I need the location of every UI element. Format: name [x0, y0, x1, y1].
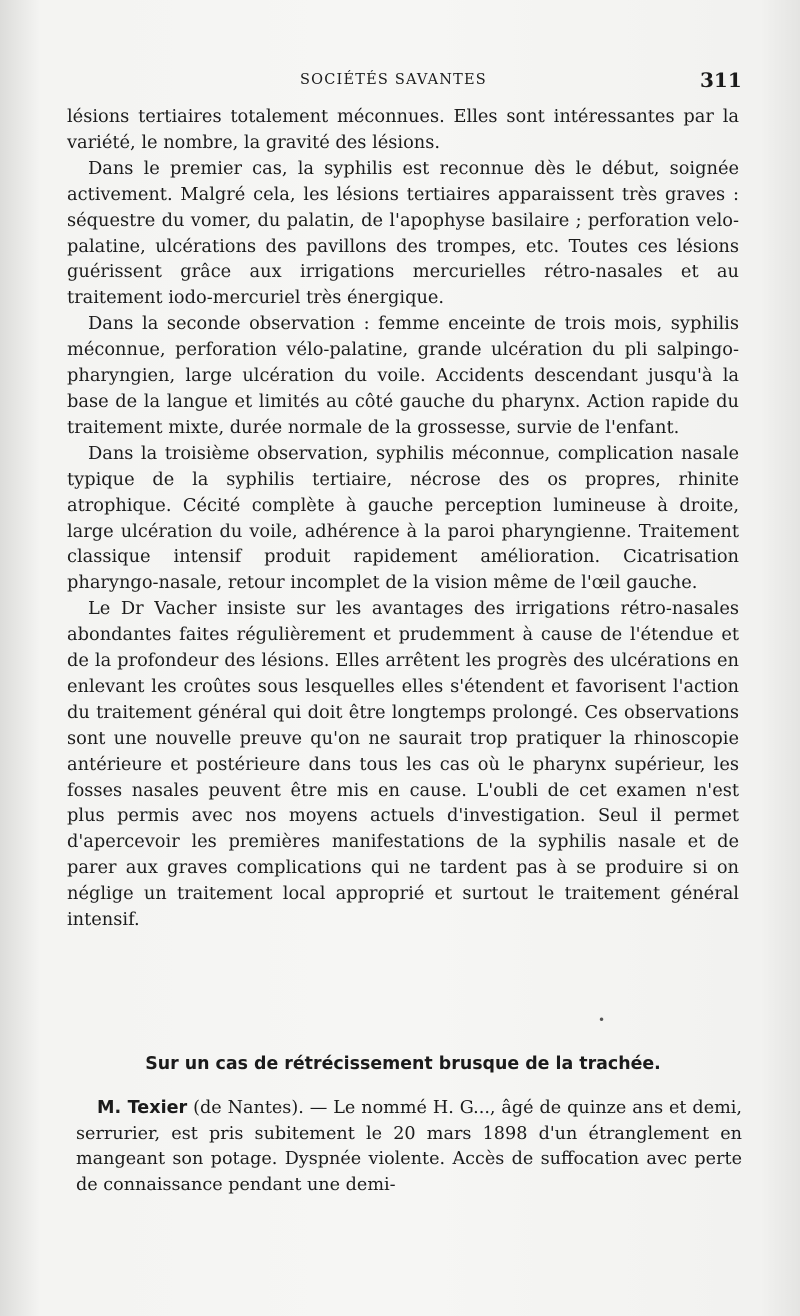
- article-text: — Le nommé H. G..., âgé de quinze ans et demi, serrurier, est pris subitement le 20 mars 1898 d'un étranglement en mangeant son potage. Dyspnée violente. Accès de suffocation avec perte de connaissance pendant une demi-: [76, 1098, 743, 1195]
- paragraph: Dans la seconde observation : femme enceinte de trois mois, syphilis méconnue, perforation vélo-palatine, grande ulcération du pli salpingo-pharyngien, large ulcération du voile. Accidents descendant jusqu'à la base de la langue et limités au côté gauche du pharynx. Action rapide du traitement mixte, durée normale de la grossesse, survie de l'enfant.: [67, 313, 739, 438]
- section-title: Sur un cas de rétrécissement brusque de la trachée.: [145, 1054, 661, 1074]
- paragraph: Dans le premier cas, la syphilis est reconnue dès le début, soignée activement. Malgré cela, les lésions tertiaires apparaissent très graves : séquestre du vomer, du palatin, de l'apophyse basilaire ; perforation velo-palatine, ulcérations des pavillons des trompes, etc. Toutes ces lésions guérissent grâce aux irrigations mercurielles rétro-nasales et au traitement iodo-mercuriel très énergique.: [67, 157, 739, 309]
- page-header: [0, 70, 800, 94]
- running-head: SOCIÉTÉS SAVANTES: [300, 72, 487, 88]
- author-name: M. Texier: [97, 1098, 188, 1118]
- paragraph: Dans la troisième observation, syphilis méconnue, complication nasale typique de la syphilis tertiaire, nécrose des os propres, rhinite atrophique. Cécité complète à gauche perception lumineuse à droite, large ulcération du voile, adhérence à la paroi pharyngienne. Traitement classique intensif produit rapidement amélioration. Cicatrisation pharyngo-nasale, retour incomplet de la vision même de l'œil gauche.: [67, 442, 739, 594]
- article-opening: [76, 1096, 742, 1198]
- paragraph: Le Dr Vacher insiste sur les avantages des irrigations rétro-nasales abondantes faites régulièrement et prudemment à cause de l'étendue et de la profondeur des lésions. Elles arrêtent les progrès des ulcérations en enlevant les croûtes sous lesquelles elles s'étendent et favorisent l'action du traitement général qui doit être longtemps prolongé. Ces observations sont une nouvelle preuve qu'on ne saurait trop pratiquer la rhinoscopie antérieure et postérieure dans tous les cas où le pharynx supérieur, les fosses nasales peuvent être mis en cause. L'oubli de cet examen n'est plus permis avec nos moyens actuels d'investigation. Seul il permet d'apercevoir les premières manifestations de la syphilis nasale et de parer aux graves complications qui ne tardent pas à se produire si on néglige un traitement local approprié et surtout le traitement général intensif.: [67, 598, 739, 931]
- author-affiliation: (de Nantes).: [187, 1098, 304, 1118]
- decorative-dot-icon: •: [598, 1013, 606, 1027]
- paragraph: lésions tertiaires totalement méconnues. Elles sont intéressantes par la variété, le nombre, la gravité des lésions.: [67, 106, 739, 153]
- body-text: [67, 104, 739, 933]
- page-number: 311: [700, 68, 742, 92]
- paragraph: [76, 1096, 742, 1198]
